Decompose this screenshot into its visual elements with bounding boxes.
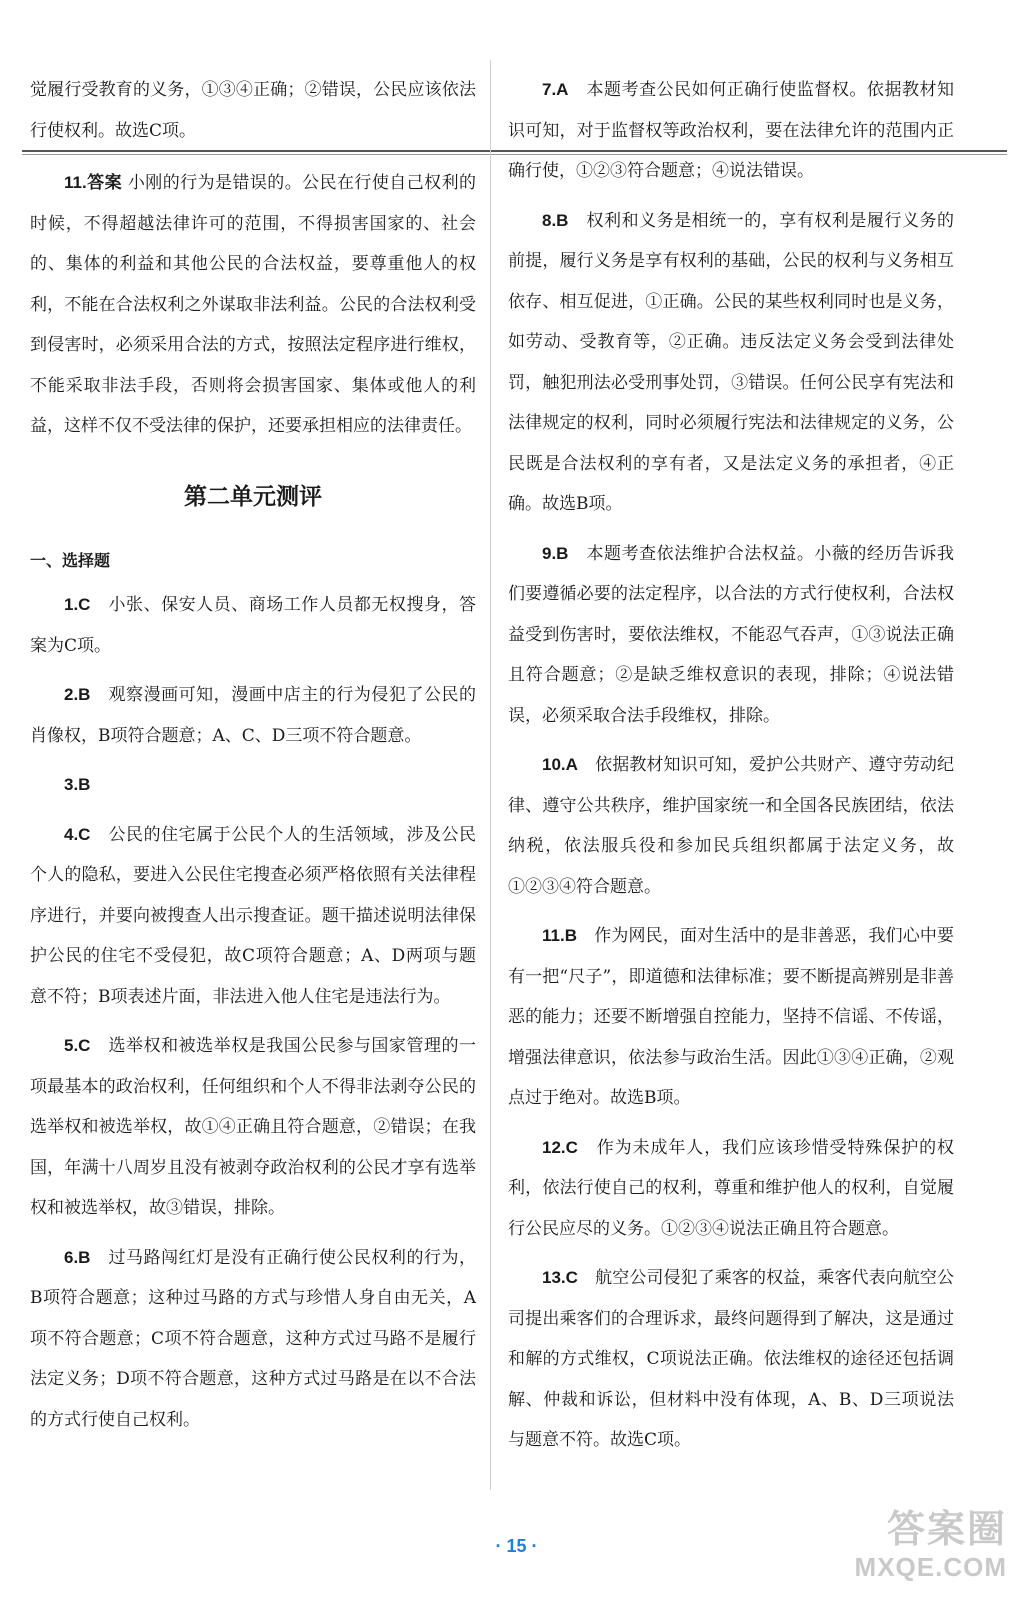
answer-text: 选举权和被选举权是我国公民参与国家管理的一项最基本的政治权利，任何组织和个人不得非法剥夺公民的选举权和被选举权，故①④正确且符合题意，②错误；在我国，年满十八周岁且没有被剥夺政治权利的公民才享有选举权和被选举权，故③错误，排除。 bbox=[30, 1036, 477, 1218]
answer-text: 本题考查公民如何正确行使监督权。依据教材知识可知，对于监督权等政治权利，要在法律允许的范围内正确行使，①②③符合题意；④说法错误。 bbox=[508, 80, 955, 181]
answer-item bbox=[30, 585, 476, 666]
right-column bbox=[508, 70, 954, 1470]
answer-text: 小刚的行为是错误的。公民在行使自己权利的时候，不得超越法律许可的范围，不得损害国家的、社会的、集体的利益和其他公民的合法权益，要尊重他人的权利，不能在合法权利之外谋取非法利益。公民的合法权利受到侵害时，必须采用合法的方式，按照法定程序进行维权，不能采取非法手段，否则将会损害国家、集体或他人的利益，这样不仅不受法律的保护，还要承担相应的法律责任。 bbox=[30, 173, 477, 436]
answer-number: 6.B bbox=[64, 1247, 91, 1267]
answer-item bbox=[508, 1128, 954, 1250]
answer-text: 观察漫画可知，漫画中店主的行为侵犯了公民的肖像权，B项符合题意；A、C、D三项不符合题意。 bbox=[30, 685, 477, 746]
answer-text: 作为网民，面对生活中的是非善恶，我们心中要有一把“尺子”，即道德和法律标准；要不断提高辨别是非善恶的能力；还要不断增强自控能力，坚持不信谣、不传谣，增强法律意识，依法参与政治生活。因此①③④正确，②观点过于绝对。故选B项。 bbox=[508, 926, 955, 1108]
answer-text: 小张、保安人员、商场工作人员都无权搜身，答案为C项。 bbox=[30, 595, 477, 656]
answer-item bbox=[30, 675, 476, 756]
answer-item bbox=[508, 1258, 954, 1461]
answer-text: 权利和义务是相统一的，享有权利是履行义务的前提，履行义务是享有权利的基础，公民的权利与义务相互依存、相互促进，①正确。公民的某些权利同时也是义务，如劳动、受教育等，②正确。违反法定义务会受到法律处罚，触犯刑法必受刑事处罚，③错误。任何公民享有宪法和法律规定的权利，同时必须履行宪法和法律规定的义务，公民既是合法权利的享有者，又是法定义务的承担者，④正确。故选B项。 bbox=[508, 210, 955, 514]
answer-number: 11. bbox=[64, 173, 87, 192]
page-number: · 15 · bbox=[495, 1536, 538, 1556]
watermark-logo bbox=[855, 1508, 1007, 1582]
answer-item bbox=[30, 815, 476, 1018]
answer-item bbox=[508, 201, 954, 525]
answer-number: 1.C bbox=[64, 595, 91, 614]
answer-11-essay bbox=[30, 163, 476, 447]
answer-number: 4.C bbox=[64, 824, 91, 844]
answer-item bbox=[30, 1238, 476, 1441]
answer-number: 8.B bbox=[542, 210, 569, 230]
continuation-text: 觉履行受教育的义务，①③④正确；②错误，公民应该依法行使权利。故选C项。 bbox=[30, 80, 476, 141]
answer-number: 9.B bbox=[542, 543, 569, 563]
answer-item bbox=[508, 916, 954, 1119]
answer-text: 公民的住宅属于公民个人的生活领域，涉及公民个人的隐私，要进入公民住宅搜查必须严格依照有关法律程序进行，并要向被搜查人出示搜查证。题干描述说明法律保护公民的住宅不受侵犯，故C项符合题意；A、D两项与题意不符；B项表述片面，非法进入他人住宅是违法行为。 bbox=[30, 824, 477, 1007]
answer-number: 10.A bbox=[542, 755, 578, 774]
answer-number: 3.B bbox=[64, 775, 91, 794]
subsection-title: 一、选择题 bbox=[30, 550, 111, 570]
answer-item bbox=[508, 70, 954, 192]
answer-number: 2.B bbox=[64, 685, 91, 704]
answer-text: 本题考查依法维护合法权益。小薇的经历告诉我们要遵循必要的法定程序，以合法的方式行使权利，合法权益受到伤害时，要依法维权，不能忍气吞声，①③说法正确且符合题意；②是缺乏维权意识的表现，排除；④说法错误，必须采取合法手段维权，排除。 bbox=[508, 543, 955, 726]
watermark-title: 答案圈 bbox=[886, 1509, 1007, 1551]
section-title: 第二单元测评 bbox=[184, 483, 322, 510]
answer-text: 作为未成年人，我们应该珍惜受特殊保护的权利，依法行使自己的权利，尊重和维护他人的权利，自觉履行公民应尽的义务。①②③④说法正确且符合题意。 bbox=[508, 1137, 955, 1239]
answer-text: 依据教材知识可知，爱护公共财产、遵守劳动纪律、遵守公共秩序，维护国家统一和全国各民族团结，依法纳税，依法服兵役和参加民兵组织都属于法定义务，故①②③④符合题意。 bbox=[508, 755, 955, 897]
watermark-url: MXQE.COM bbox=[854, 1552, 1007, 1582]
answer-item bbox=[30, 765, 476, 806]
answer-number: 12.C bbox=[542, 1137, 578, 1157]
answer-number: 11.B bbox=[542, 926, 577, 945]
answer-text: 过马路闯红灯是没有正确行使公民权利的行为，B项符合题意；这种过马路的方式与珍惜人身自由无关，A项不符合题意；C项不符合题意，这种方式过马路不是履行法定义务；D项不符合题意，这种方式过马路是在以不合法的方式行使自己权利。 bbox=[30, 1247, 477, 1430]
answer-label: 答案 bbox=[86, 173, 122, 192]
answer-text: 航空公司侵犯了乘客的权益，乘客代表向航空公司提出乘客们的合理诉求，最终问题得到了解决，这是通过和解的方式维权，C项说法正确。依法维权的途径还包括调解、仲裁和诉讼，但材料中没有体现，A、B、D三项说法与题意不符。故选C项。 bbox=[508, 1268, 955, 1450]
answer-number: 7.A bbox=[542, 80, 569, 99]
answer-item bbox=[30, 1026, 476, 1229]
answer-item bbox=[508, 534, 954, 737]
left-column bbox=[30, 70, 476, 1449]
answer-number: 5.C bbox=[64, 1036, 91, 1055]
column-divider bbox=[490, 60, 491, 1490]
answer-item bbox=[508, 745, 954, 907]
answer-number: 13.C bbox=[542, 1268, 578, 1287]
